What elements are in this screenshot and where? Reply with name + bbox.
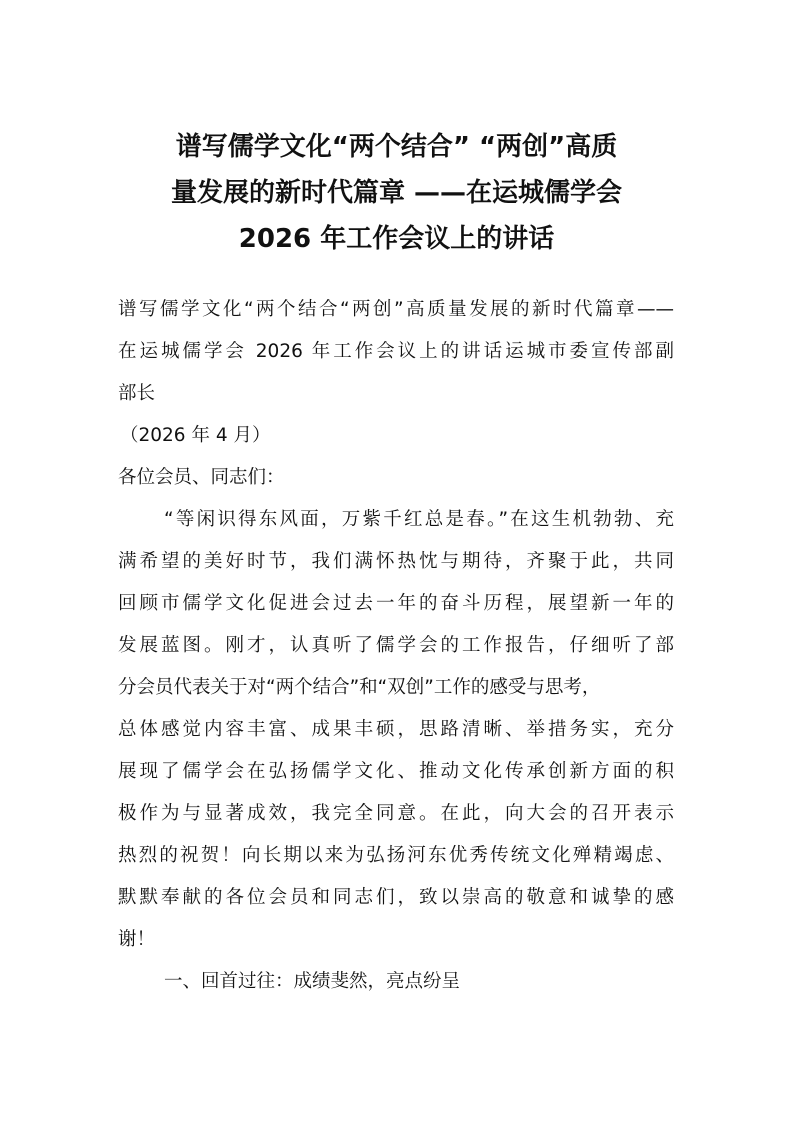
title-line: 谱写儒学文化“两个结合” “两创”高质 — [175, 132, 618, 162]
document-title — [0, 124, 793, 262]
speech-date: （2026 年 4 月） — [120, 425, 271, 446]
paragraph-line: 默默奉献的各位会员和同志们，致以崇高的敬意和诚挚的感 — [118, 887, 674, 908]
paragraph-line: 总体感觉内容丰富、成果丰硕，思路清晰、举措务实，充分 — [118, 719, 674, 740]
subtitle-line: 谱写儒学文化“两个结合“两创”高质量发展的新时代篇章—— — [118, 299, 674, 320]
title-line: 量发展的新时代篇章 ——在运城儒学会 — [170, 178, 623, 208]
subtitle-line: 部长 — [118, 383, 156, 404]
paragraph-line: 发展蓝图。刚才，认真听了儒学会的工作报告，仔细听了部 — [118, 635, 674, 656]
paragraph-line: 分会员代表关于对“两个结合”和“双创”工作的感受与思考， — [118, 677, 601, 698]
paragraph-line: “等闲识得东风面，万紫千红总是春。”在这生机勃勃、充 — [164, 509, 674, 530]
section-heading: 一、回首过往：成绩斐然，亮点纷呈 — [164, 971, 461, 992]
paragraph-line: 回顾市儒学文化促进会过去一年的奋斗历程，展望新一年的 — [118, 593, 674, 614]
paragraph-line: 极作为与显著成效，我完全同意。在此，向大会的召开表示 — [118, 803, 674, 824]
paragraph-line: 展现了儒学会在弘扬儒学文化、推动文化传承创新方面的积 — [118, 761, 674, 782]
paragraph-line: 谢！ — [118, 929, 156, 950]
subtitle-line: 在运城儒学会 2026 年工作会议上的讲话运城市委宣传部副 — [118, 341, 674, 362]
document-body — [118, 292, 674, 1006]
title-line: 2026 年工作会议上的讲话 — [238, 224, 555, 254]
paragraph-line: 满希望的美好时节，我们满怀热忱与期待，齐聚于此，共同 — [118, 551, 674, 572]
salutation: 各位会员、同志们： — [118, 467, 285, 488]
paragraph-line: 热烈的祝贺！向长期以来为弘扬河东优秀传统文化殚精竭虑、 — [118, 845, 674, 866]
